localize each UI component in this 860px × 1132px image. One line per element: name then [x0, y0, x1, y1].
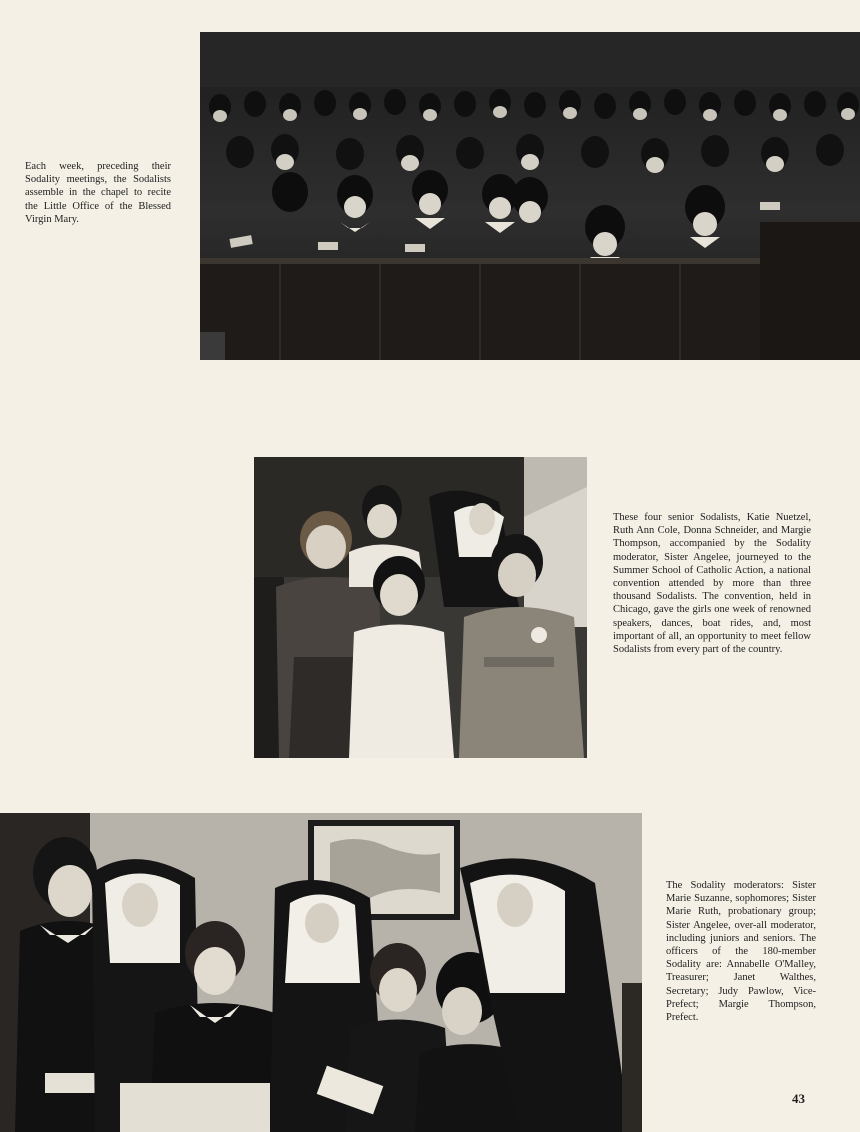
page-number: 43 [792, 1091, 805, 1106]
convention-photo [254, 457, 587, 758]
chapel-caption: Each week, preceding their Sodality meetings, the Sodalists assemble in the chapel to recite the Little Office of the Blessed Virgin Mary. [25, 161, 171, 225]
moderators-caption: The Sodality moderators: Sister Marie Suzanne, sophomores; Sister Marie Ruth, probationary group; Sister Angelee, over-all moderator, including juniors and seniors. The officers of the 180-member Sodality are: Annabelle O'Malley, Treasurer; Janet Walthes, Secretary; Judy Pawlow, Vice-Prefect; Margie Thompson, Prefect. [666, 880, 816, 1024]
moderators-photo [0, 813, 642, 1132]
convention-caption: These four senior Sodalists, Katie Nuetzel, Ruth Ann Cole, Donna Schneider, and Margie Thompson, accompanied by the Sodality moderator, Sister Angelee, journeyed to the Summer School of Catholic Action, a national convention attended by more than three thousand Sodalists. The convention, held in Chicago, gave the girls one week of renowned speakers, dances, boat rides, and, most important of all, an opportunity to meet fellow Sodalists from every part of the country. [613, 512, 811, 656]
chapel-photo [200, 32, 860, 360]
